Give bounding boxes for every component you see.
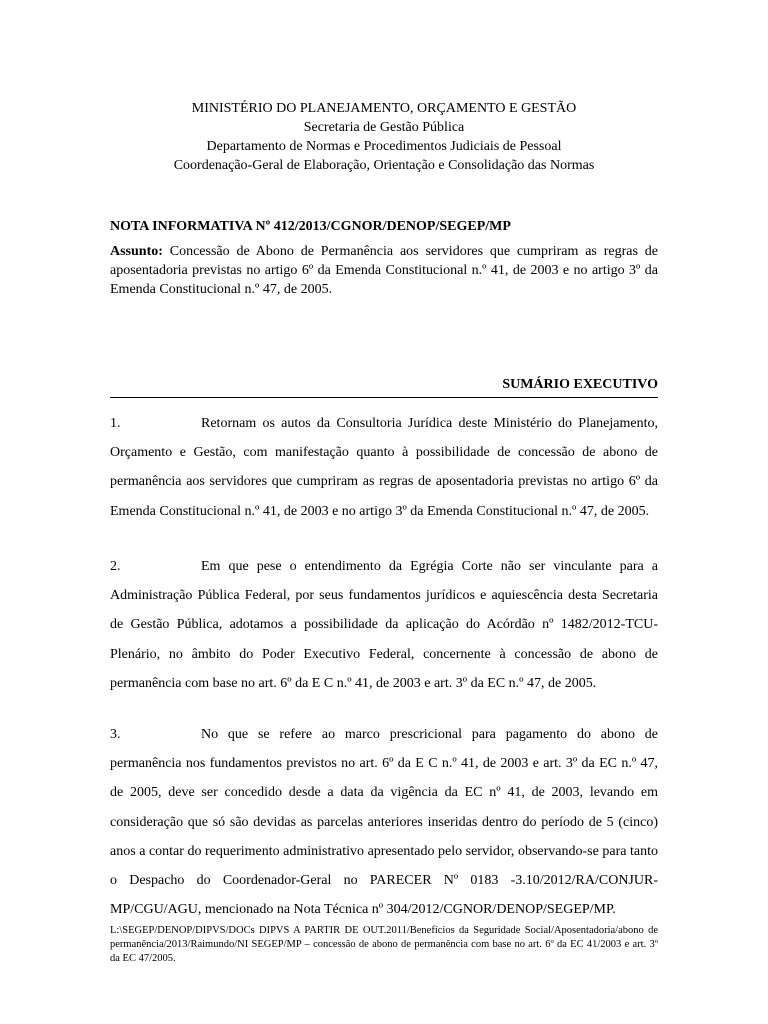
paragraph-number: 3.	[110, 727, 121, 742]
paragraph-number: 2.	[110, 559, 121, 574]
paragraph-text: Em que pese o entendimento da Egrégia Corte não ser vinculante para a Administração Pública Federal, por seus fundamentos jurídicos e aquiescência desta Secretaria de Gestão Pública, adotamos a possibilidade da aplicação do Acórdão nº 1482/2012-TCU-Plenário, no âmbito do Poder Executivo Federal, concernente à concessão de abono de permanência com base no art. 6º da E C n.º 41, de 2003 e art. 3º da EC n.º 47, de 2005.	[110, 559, 658, 691]
paragraph	[110, 720, 658, 924]
department-name: Departamento de Normas e Procedimentos Judiciais de Pessoal	[206, 139, 562, 154]
subject-text: Concessão de Abono de Permanência aos servidores que cumpriram as regras de aposentadoria previstas no artigo 6º da Emenda Constitucional n.º 41, de 2003 e no artigo 3º da Emenda Constitucional n.º 47, de 2005.	[110, 244, 658, 297]
coordination-name: Coordenação-Geral de Elaboração, Orientação e Consolidação das Normas	[173, 158, 595, 173]
paragraph-number: 1.	[110, 416, 121, 431]
subject-block	[110, 242, 658, 299]
summary-heading: SUMÁRIO EXECUTIVO	[502, 377, 658, 392]
paragraph-text: No que se refere ao marco prescricional para pagamento do abono de permanência nos fundamentos previstos no art. 6º da E C n.º 41, de 2003 e art. 3º da EC n.º 47, de 2005, deve ser concedido desde a data da vigência da EC nº 41, de 2003, levando em consideração que só são devidas as parcelas anteriores inseridas dentro do período de 5 (cinco) anos a contar do requerimento administrativo apresentado pelo servidor, observando-se para tanto o Despacho do Coordenador-Geral no PARECER Nº 0183 -3.10/2012/RA/CONJUR-MP/CGU/AGU, mencionado na Nota Técnica nº 304/2012/CGNOR/DENOP/SEGEP/MP.	[110, 727, 658, 918]
ministry-name: MINISTÉRIO DO PLANEJAMENTO, ORÇAMENTO E GESTÃO	[191, 101, 577, 116]
secretariat-name: Secretaria de Gestão Pública	[303, 120, 465, 135]
file-path-footer: L:\SEGEP/DENOP/DIPVS/DOCs DIPVS A PARTIR DE OUT.2011/Benefícios da Seguridade Social/Aposentadoria/abono de permanência/2013/Raimundo/NI SEGEP/MP – concessão de abono de permanência com base no art. 6º da EC 41/2003 e art. 3º da EC 47/2005.	[110, 925, 658, 964]
paragraph-text: Retornam os autos da Consultoria Jurídica deste Ministério do Planejamento, Orçamento e Gestão, com manifestação quanto à possibilidade de concessão de abono de permanência aos servidores que cumpriram as regras de aposentadoria previstas no artigo 6º da Emenda Constitucional n.º 41, de 2003 e no artigo 3º da Emenda Constitucional n.º 47, de 2005.	[110, 416, 658, 519]
paragraph	[110, 552, 658, 698]
nota-title: NOTA INFORMATIVA Nº 412/2013/CGNOR/DENOP/SEGEP/MP	[110, 219, 511, 234]
summary-divider	[110, 397, 658, 398]
paragraph	[110, 409, 658, 526]
document-header	[110, 99, 658, 175]
subject-label: Assunto:	[110, 244, 163, 259]
